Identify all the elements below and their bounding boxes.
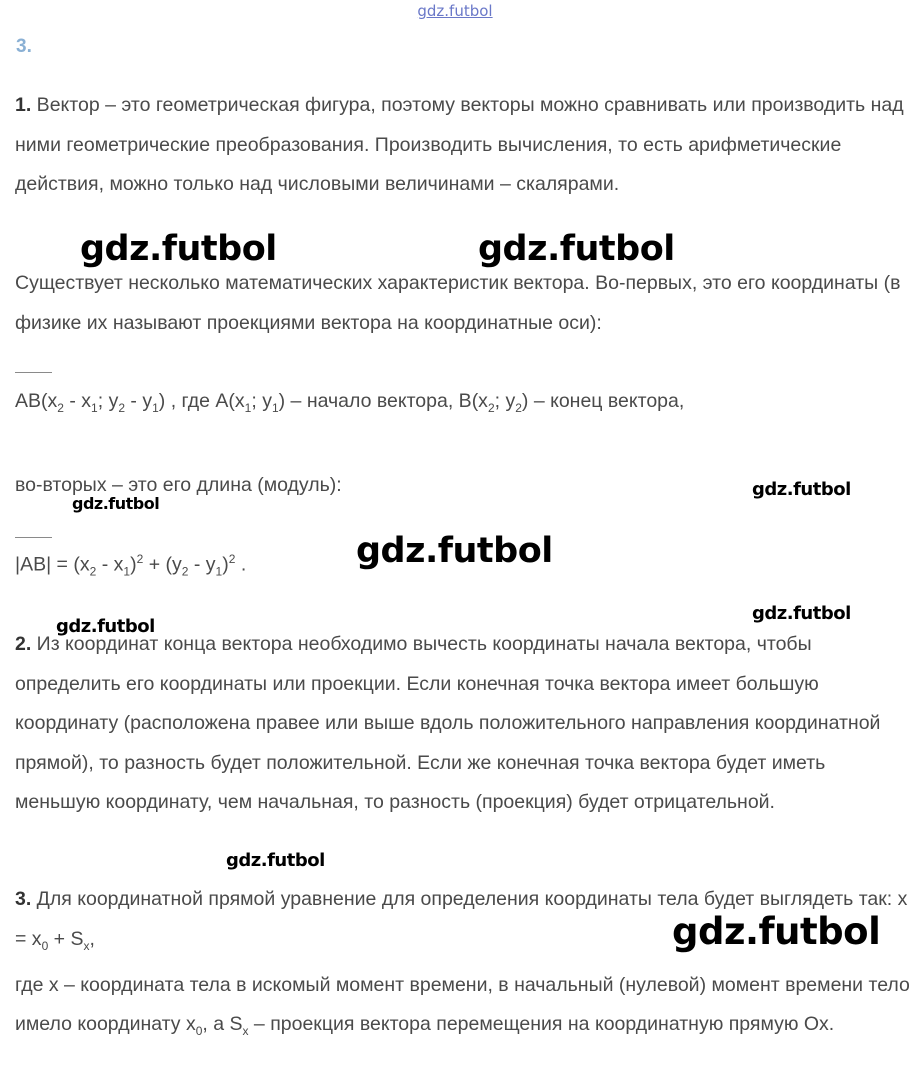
watermark: gdz.futbol <box>226 850 325 871</box>
watermark: gdz.futbol <box>478 229 675 269</box>
watermark: gdz.futbol <box>356 531 553 571</box>
watermark: gdz.futbol <box>752 479 851 500</box>
answer2-paragraph <box>15 625 910 823</box>
answer3-paragraph: 3. Для координатной прямой уравнение для определения координаты тела будет выглядеть так: $x = x_0 + S_x$, где x – координата тела в искомый момент времени, в начальный (нулевой) момент времени тело имело координату $x_0$, а $S_x$ – проекция вектора перемещения на координатную прямую Ox. <box>15 888 910 1039</box>
answer1-paragraph <box>15 86 910 205</box>
characteristics-text: Существует несколько математических характеристик вектора. Во-первых, это его координаты (в физике их называют проекциями вектора на координатные оси): <box>15 272 901 334</box>
question-number: 3. <box>16 36 32 57</box>
vector-length-intro: во-вторых – это его длина (модуль): <box>15 474 342 496</box>
watermark: gdz.futbol <box>672 910 881 953</box>
answer2-number: 2. <box>15 633 32 655</box>
vector-length-formula: $|AB| = (x_2 - x_1)^2 + (y_2 - y_1)^2$ . <box>15 552 247 579</box>
watermark: gdz.futbol <box>56 616 155 637</box>
vector-coordinates-formula: $AB(x_2 - x_1$; $y_2 - y_1$) , где $A(x_1$; $y_1$) – начало вектора, $B(x_2$; $y_2$) – конец вектора, <box>15 390 685 415</box>
answer1-number: 1. <box>15 94 32 116</box>
vector-arrow-mark <box>15 372 52 373</box>
answer1-text: Вектор – это геометрическая фигура, поэтому векторы можно сравнивать или производить над ними геометрические преобразования. Производить вычисления, то есть арифметические действия, можно только над числовыми величинами – скалярами. <box>15 94 904 195</box>
answer2-text: Из координат конца вектора необходимо вычесть координаты начала вектора, чтобы определить его координаты или проекции. Если конечная точка вектора имеет большую координату (расположена правее или выше вдоль положительного направления координатной прямой), то разность будет положительной. Если же конечная точка вектора будет иметь меньшую координату, чем начальная, то разность (проекция) будет отрицательной. <box>15 633 881 813</box>
answer1-characteristics-paragraph <box>15 264 910 343</box>
watermark: gdz.futbol <box>72 494 160 513</box>
watermark: gdz.futbol <box>752 603 851 624</box>
answer3-number: 3. <box>15 888 32 910</box>
vector-arrow-mark-2 <box>15 537 52 538</box>
site-watermark-link[interactable]: gdz.futbol <box>417 2 493 20</box>
watermark: gdz.futbol <box>80 229 277 269</box>
